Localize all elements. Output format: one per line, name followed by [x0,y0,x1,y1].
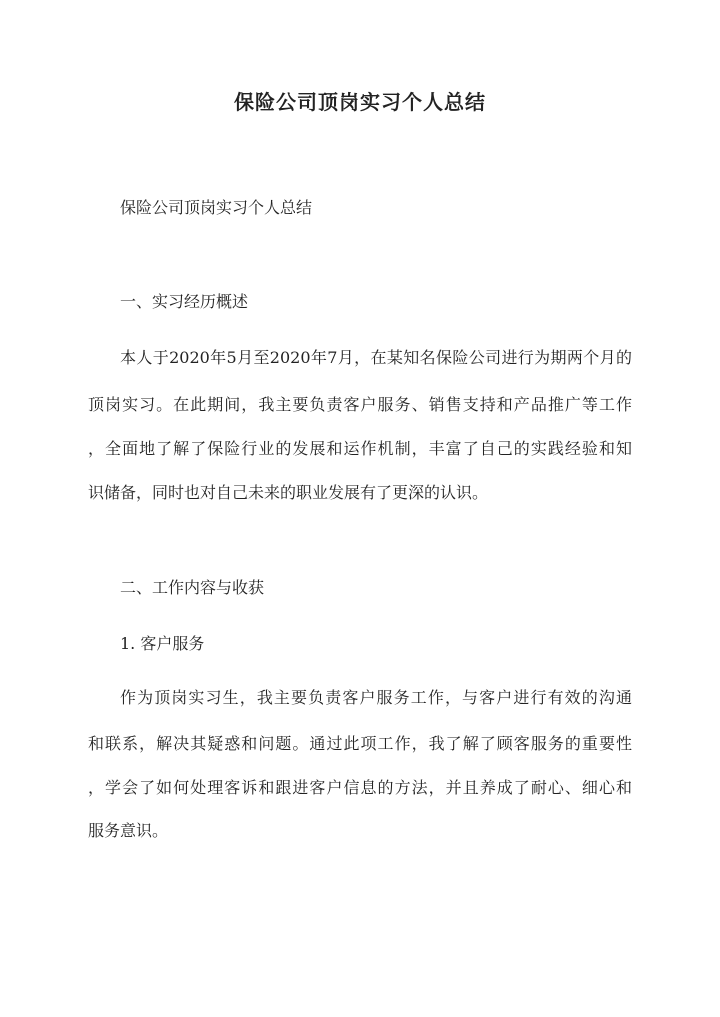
section-heading-work: 二、工作内容与收获 [120,578,265,597]
document-subtitle: 保险公司顶岗实习个人总结 [120,198,313,217]
document-title: 保险公司顶岗实习个人总结 [234,90,486,114]
paragraph-line: 顶岗实习。在此期间，我主要负责客户服务、销售支持和产品推广等工作 [88,395,632,414]
paragraph-line: 本人于2020年5月至2020年7月，在某知名保险公司进行为期两个月的 [120,348,632,367]
paragraph-line: 识储备，同时也对自己未来的职业发展有了更深的认识。 [88,483,489,502]
paragraph-line: 和联系，解决其疑惑和问题。通过此项工作，我了解了顾客服务的重要性 [88,734,632,753]
section-heading-overview: 一、实习经历概述 [120,292,249,311]
paragraph-line: 作为顶岗实习生，我主要负责客户服务工作，与客户进行有效的沟通 [120,688,632,707]
paragraph-line: ，全面地了解了保险行业的发展和运作机制，丰富了自己的实践经验和知 [88,439,632,458]
paragraph-line: ，学会了如何处理客诉和跟进客户信息的方法，并且养成了耐心、细心和 [88,778,632,797]
subsection-heading-customer-service: 1. 客户服务 [120,634,205,653]
paragraph-line: 服务意识。 [88,821,169,840]
